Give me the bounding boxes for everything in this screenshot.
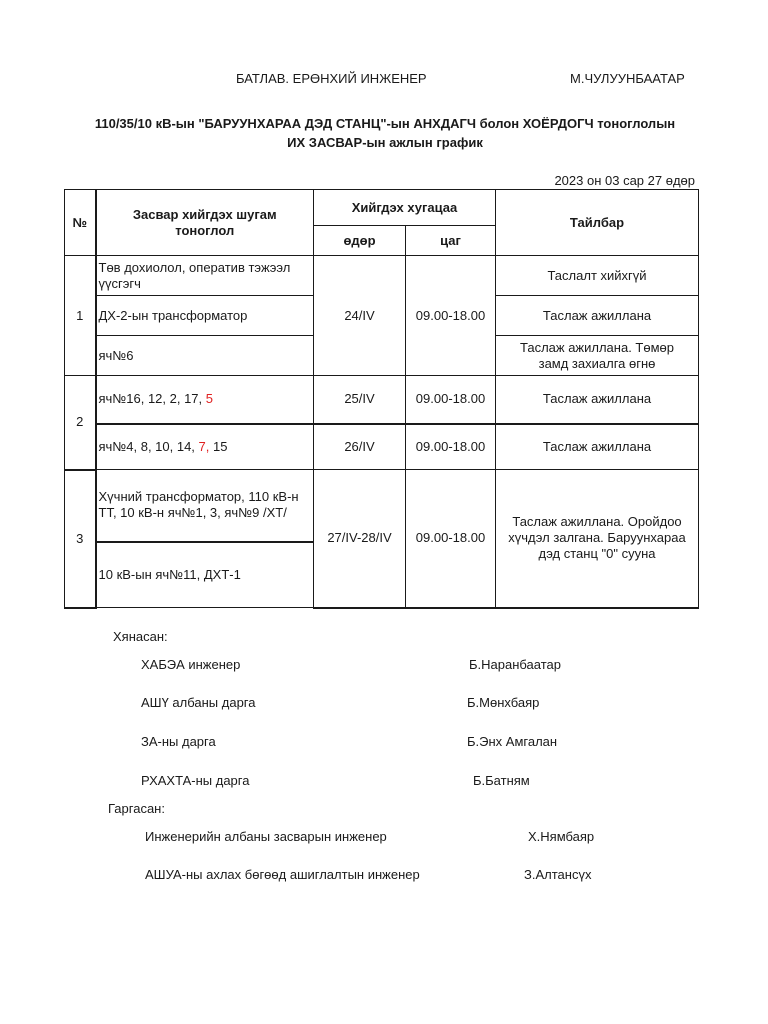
table-row	[65, 376, 699, 424]
time-cell: 09.00-18.00	[406, 470, 496, 608]
document-title-line1: 110/35/10 кВ-ын "БАРУУНХАРАА ДЭД СТАНЦ"-ын АНХДАГЧ болон ХОЁРДОГЧ тоноглолын	[94, 116, 676, 131]
header-note: Тайлбар	[496, 190, 699, 256]
equipment-cell: Хүчний трансформатор, 110 кВ-н ТТ, 10 кВ-н яч№1, 3, яч№9 /ХТ/	[96, 470, 314, 542]
time-cell: 09.00-18.00	[406, 424, 496, 470]
highlighted-item: 7,	[198, 438, 210, 454]
note-cell: Таслалт хийхгүй	[496, 256, 699, 296]
header-time: цаг	[406, 226, 496, 256]
equipment-cell: яч№6	[96, 336, 314, 376]
table-row	[65, 424, 699, 470]
document-date: 2023 он 03 сар 27 өдөр	[554, 173, 695, 188]
day-cell: 27/IV-28/IV	[314, 470, 406, 608]
header-day: өдөр	[314, 226, 406, 256]
reviewer-role: ЗА-ны дарга	[141, 734, 216, 749]
approve-label: БАТЛАВ. ЕРӨНХИЙ ИНЖЕНЕР	[236, 71, 427, 86]
group-num: 1	[65, 256, 96, 376]
group-num: 3	[65, 470, 96, 608]
note-cell: Таслаж ажиллана	[496, 296, 699, 336]
prepared-label: Гаргасан:	[108, 801, 165, 816]
preparer-role: АШУА-ны ахлах бөгөөд ашиглалтын инженер	[145, 867, 420, 882]
day-cell: 26/IV	[314, 424, 406, 470]
header-equipment: Засвар хийгдэх шугам тоноглол	[96, 190, 314, 256]
equipment-cell: яч№16, 12, 2, 17, 5	[96, 376, 314, 424]
note-cell: Таслаж ажиллана	[496, 424, 699, 470]
reviewer-name: Б.Энх Амгалан	[467, 734, 558, 749]
note-cell: Таслаж ажиллана	[496, 376, 699, 424]
reviewer-name: Б.Мөнхбаяр	[467, 695, 540, 710]
group-num: 2	[65, 376, 96, 470]
day-cell: 24/IV	[314, 256, 406, 376]
reviewed-label: Хянасан:	[113, 629, 168, 644]
equipment-cell: яч№4, 8, 10, 14, 7, 15	[96, 424, 314, 470]
note-cell: Таслаж ажиллана. Төмөр замд захиалга өгнө	[496, 336, 699, 376]
table-row	[65, 256, 699, 296]
approver-name: М.ЧУЛУУНБААТАР	[570, 71, 685, 86]
reviewer-name: Б.Батням	[473, 773, 530, 788]
preparer-role: Инженерийн албаны засварын инженер	[145, 829, 387, 844]
equipment-cell: Төв дохиолол, оператив тэжээл үүсгэгч	[96, 256, 314, 296]
reviewer-role: РХАХТА-ны дарга	[141, 773, 250, 788]
schedule-table	[64, 189, 699, 609]
header-period: Хийгдэх хугацаа	[314, 190, 496, 226]
preparer-name: Х.Нямбаяр	[528, 829, 595, 844]
reviewer-role: АШҮ албаны дарга	[141, 695, 256, 710]
preparer-name: З.Алтансүх	[524, 867, 592, 882]
time-cell: 09.00-18.00	[406, 256, 496, 376]
header-num: №	[65, 190, 96, 256]
note-cell: Таслаж ажиллана. Оройдоо хүчдэл залгана. Баруунхараа дэд станц "0" сууна	[496, 470, 699, 608]
table-row	[65, 470, 699, 542]
day-cell: 25/IV	[314, 376, 406, 424]
document-title-line2: ИХ ЗАСВАР-ын ажлын график	[287, 135, 483, 150]
reviewer-role: ХАБЭА инженер	[141, 657, 241, 672]
equipment-cell: 10 кВ-ын яч№11, ДХТ-1	[96, 542, 314, 608]
equipment-cell: ДХ-2-ын трансформатор	[96, 296, 314, 336]
time-cell: 09.00-18.00	[406, 376, 496, 424]
highlighted-item: 5	[205, 391, 213, 407]
reviewer-name: Б.Наранбаатар	[469, 657, 561, 672]
